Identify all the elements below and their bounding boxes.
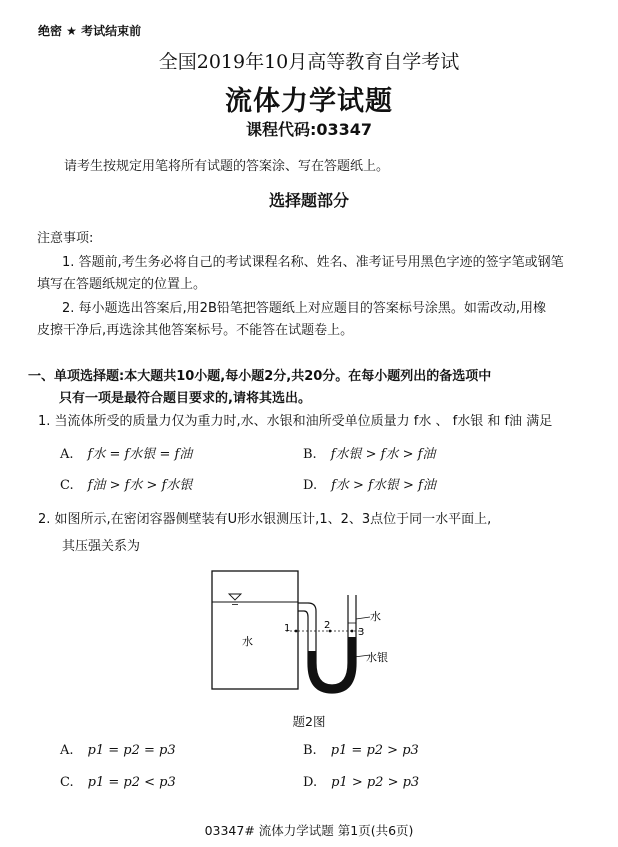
q1-option-a-text: f水 = f水银 = f油 [87, 447, 193, 462]
q2-option-b [303, 743, 419, 758]
q1-stem: 1. 当流体所受的质量力仅为重力时,水、水银和油所受单位质量力 f水 、 f水银 和 f油 满足 [38, 414, 553, 429]
q1-option-c [60, 474, 192, 493]
point-3-dot [351, 630, 354, 633]
exam-title: 全国2019年10月高等教育自学考试 [158, 51, 460, 73]
note-2-line2: 皮擦干净后,再选涂其他答案标号。不能答在试题卷上。 [37, 323, 354, 338]
course-code: 课程代码:03347 [245, 120, 373, 139]
q2-option-a [60, 743, 176, 758]
q1-option-d [303, 474, 436, 493]
q1-option-a-label: A. [60, 447, 74, 462]
free-surface-symbol [229, 594, 241, 600]
q1-option-c-label: C. [60, 478, 74, 493]
tube-water-label: 水 [370, 610, 381, 623]
point-1-dot [295, 630, 298, 633]
q2-option-d [303, 775, 419, 790]
note-1-line1: 1. 答题前,考生务必将自己的考试课程名称、姓名、准考证号用黑色字迹的签字笔或钢笔 [62, 255, 564, 270]
q2-option-c-text: p1 = p2 < p3 [87, 775, 176, 790]
q2-figure-caption: 题2图 [292, 714, 326, 729]
q2-option-d-text: p1 > p2 > p3 [331, 775, 420, 790]
section-title: 选择题部分 [268, 191, 349, 210]
note-1-line2: 填写在答题纸规定的位置上。 [37, 277, 207, 292]
q1-option-a [60, 443, 192, 462]
page-footer: 03347# 流体力学试题 第1页(共6页) [204, 823, 414, 838]
q2-option-d-label: D. [303, 775, 318, 790]
q2-stem-line1: 2. 如图所示,在密闭容器侧壁装有U形水银测压计,1、2、3点位于同一水平面上, [38, 512, 492, 527]
q2-option-a-label: A. [60, 743, 74, 758]
mercury-label: 水银 [366, 651, 388, 664]
q2-figure [200, 565, 400, 695]
subject-title: 流体力学试题 [225, 86, 393, 117]
q1-option-b [303, 443, 435, 462]
q2-option-c [60, 775, 176, 790]
q1-option-d-label: D. [303, 478, 318, 493]
q2-option-b-text: p1 = p2 > p3 [330, 743, 419, 758]
instruction: 请考生按规定用笔将所有试题的答案涂、写在答题纸上。 [64, 159, 390, 174]
part1-heading-line2: 只有一项是最符合题目要求的,请将其选出。 [59, 391, 311, 406]
part1-heading-line1: 一、单项选择题:本大题共10小题,每小题2分,共20分。在每小题列出的备选项中 [28, 369, 492, 384]
q2-option-a-text: p1 = p2 = p3 [87, 743, 176, 758]
q1-option-b-label: B. [303, 447, 317, 462]
notes-title: 注意事项: [37, 231, 94, 246]
q1-option-b-text: f水银 > f水 > f油 [330, 447, 436, 462]
q1-option-d-text: f水 > f水银 > f油 [331, 478, 436, 493]
tank-water-label: 水 [242, 635, 253, 648]
secret-label: 绝密 ★ 考试结束前 [38, 24, 142, 38]
q2-option-c-label: C. [60, 775, 74, 790]
q1-option-c-text: f油 > f水 > f水银 [87, 478, 193, 493]
point-2-label: 2 [324, 620, 331, 631]
point-3-label: 3 [358, 627, 365, 638]
point-1-label: 1 [284, 623, 291, 634]
q2-stem-line2: 其压强关系为 [62, 539, 141, 554]
note-2-line1: 2. 每小题选出答案后,用2B铅笔把答题纸上对应题目的答案标号涂黑。如需改动,用橡 [62, 301, 546, 316]
q2-option-b-label: B. [303, 743, 317, 758]
